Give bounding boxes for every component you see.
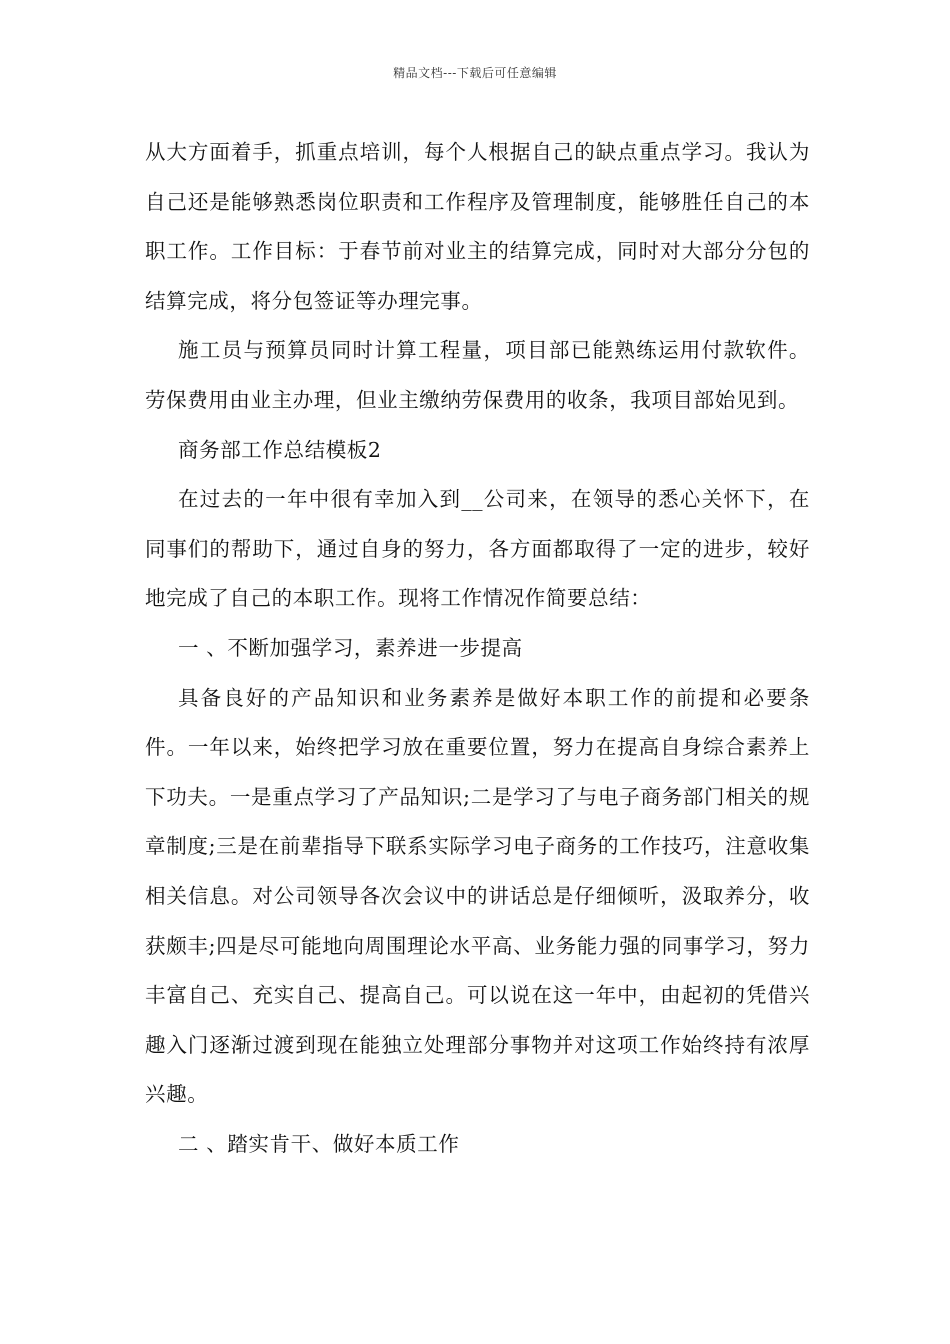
section-heading: 一 、不断加强学习，素养进一步提高: [178, 635, 523, 660]
section-heading: 二 、踏实肯干、做好本质工作: [178, 1131, 460, 1156]
section-title: 商务部工作总结模板2: [178, 437, 382, 462]
paragraph: 在过去的一年中很有幸加入到__公司来，在领导的悉心关怀下，在同事们的帮助下，通过自身的努力，各方面都取得了一定的进步，较好地完成了自己的本职工作。现将工作情况作简要总结：: [145, 487, 810, 611]
document-body: [145, 128, 810, 1169]
paragraph: 从大方面着手，抓重点培训，每个人根据自己的缺点重点学习。我认为自己还是能够熟悉岗位职责和工作程序及管理制度，能够胜任自己的本职工作。工作目标：于春节前对业主的结算完成，同时对大部分分包的结算完成，将分包签证等办理完事。: [145, 140, 810, 313]
paragraph: 具备良好的产品知识和业务素养是做好本职工作的前提和必要条件。一年以来，始终把学习放在重要位置，努力在提高自身综合素养上下功夫。一是重点学习了产品知识;二是学习了与电子商务部门相关的规章制度;三是在前辈指导下联系实际学习电子商务的工作技巧，注意收集相关信息。对公司领导各次会议中的讲话总是仔细倾听，汲取养分，收获颇丰;四是尽可能地向周围理论水平高、业务能力强的同事学习，努力丰富自己、充实自己、提高自己。可以说在这一年中，由起初的凭借兴趣入门逐渐过渡到现在能独立处理部分事物并对这项工作始终持有浓厚兴趣。: [145, 685, 810, 1107]
page-header: 精品文档---下载后可任意编辑: [393, 66, 557, 80]
paragraph: 施工员与预算员同时计算工程量，项目部已能熟练运用付款软件。劳保费用由业主办理，但业主缴纳劳保费用的收条，我项目部始见到。: [145, 338, 810, 412]
